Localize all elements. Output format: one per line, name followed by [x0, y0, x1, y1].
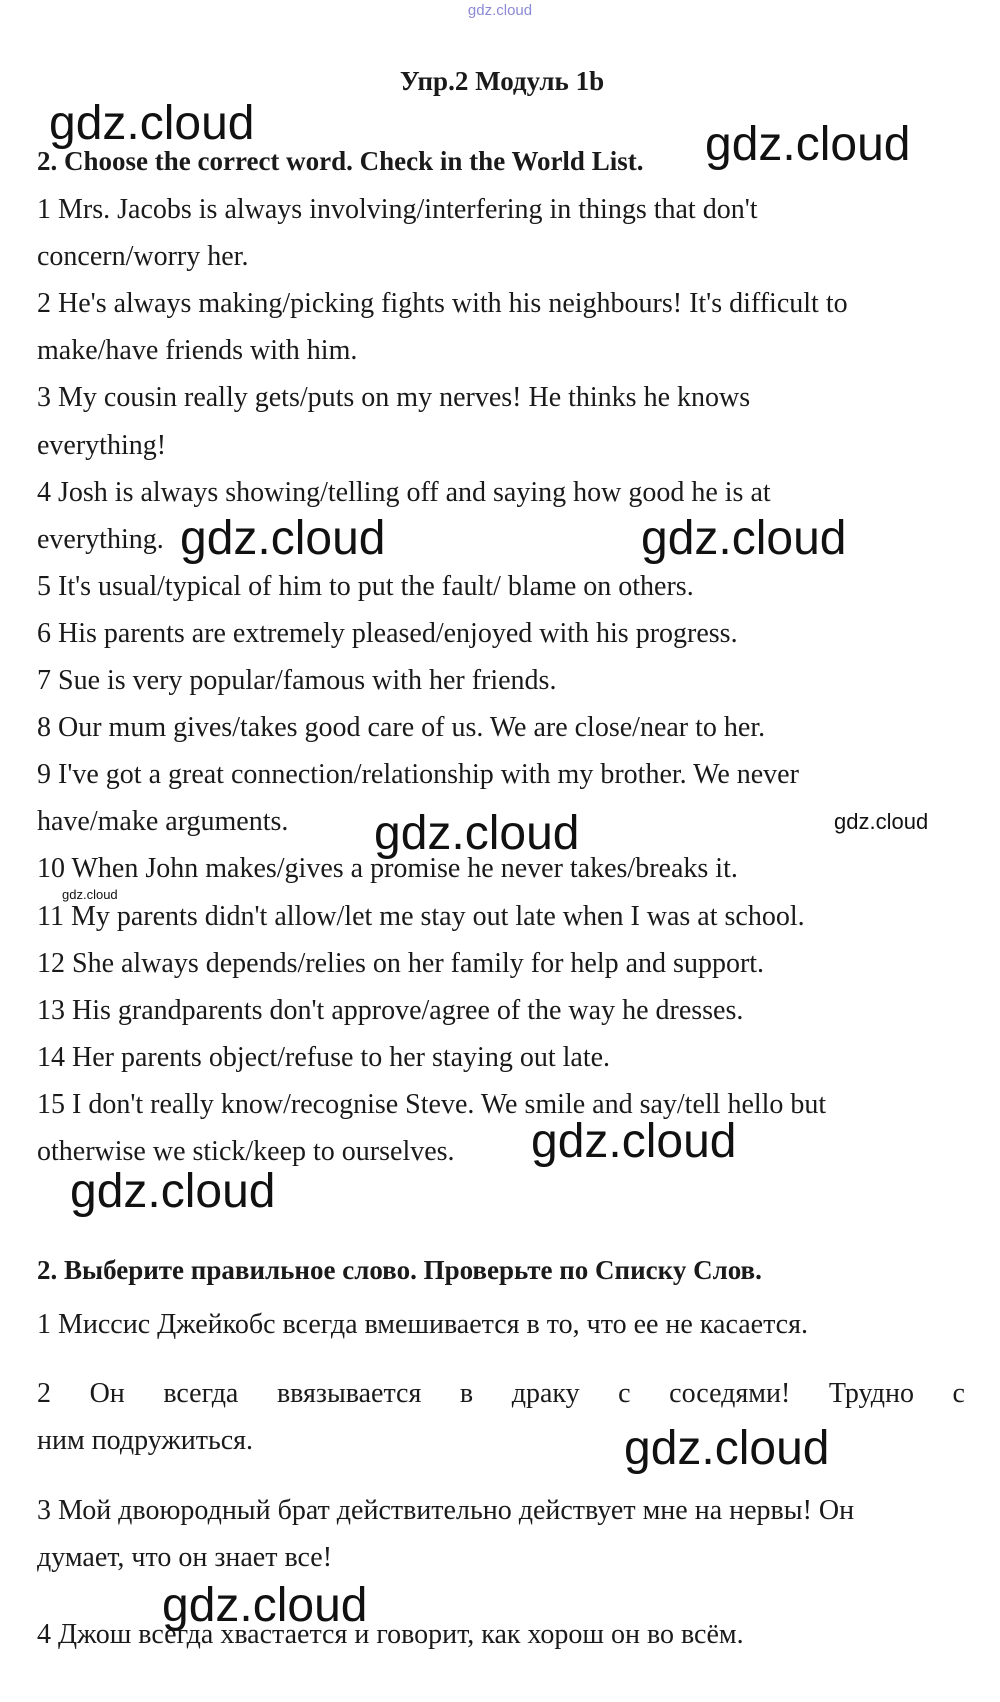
ru-word: Трудно	[828, 1378, 914, 1409]
exercise-line: have/make arguments.	[37, 806, 289, 838]
exercise-line: make/have friends with him.	[37, 335, 358, 367]
exercise-line: 2 He's always making/picking fights with his neighbours! It's difficult to	[37, 288, 848, 320]
ru-item-3-line-2: думает, что он знает все!	[37, 1542, 333, 1573]
exercise-line: 11 My parents didn't allow/let me stay out late when I was at school.	[37, 900, 805, 932]
exercise-line: otherwise we stick/keep to ourselves.	[37, 1136, 455, 1167]
exercise-heading-english: 2. Choose the correct word. Check in the World List.	[37, 146, 644, 176]
ru-item-1: 1 Миссис Джейкобс всегда вмешивается в то, что ее не касается.	[37, 1309, 808, 1340]
exercise-line: 9 I've got a great connection/relationship with my brother. We never	[37, 759, 799, 791]
exercise-line: 12 She always depends/relies on her family for help and support.	[37, 947, 765, 979]
exercise-line: 1 Mrs. Jacobs is always involving/interfering in things that don't	[37, 194, 758, 225]
exercise-line: 7 Sue is very popular/famous with her friends.	[37, 665, 557, 696]
exercise-line: 3 My cousin really gets/puts on my nerves! He thinks he knows	[37, 382, 751, 414]
watermark: gdz.cloud	[62, 887, 118, 902]
exercise-line: 14 Her parents object/refuse to her staying out late.	[37, 1041, 611, 1073]
watermark: gdz.cloud	[705, 118, 911, 171]
watermark: gdz.cloud	[70, 1165, 276, 1218]
ru-item-3-line-1: 3 Мой двоюродный брат действительно действует мне на нервы! Он	[37, 1495, 855, 1526]
ru-word: с	[952, 1378, 965, 1409]
watermark: gdz.cloud	[374, 807, 580, 860]
ru-item-2-line-2: ним подружиться.	[37, 1425, 254, 1456]
ru-word: драку	[511, 1378, 580, 1409]
ru-word: в	[459, 1378, 474, 1409]
watermark: gdz.cloud	[641, 512, 847, 565]
exercise-line: 10 When John makes/gives a promise he never takes/breaks it.	[37, 853, 738, 885]
watermark: gdz.cloud	[531, 1115, 737, 1168]
watermark: gdz.cloud	[624, 1422, 830, 1475]
top-watermark: gdz.cloud	[467, 2, 533, 19]
exercise-line: everything.	[37, 523, 164, 555]
page-title: Упр.2 Модуль 1b	[399, 66, 605, 96]
exercise-line: 4 Josh is always showing/telling off and saying how good he is at	[37, 476, 771, 508]
ru-word: Он	[89, 1378, 125, 1409]
ru-item-4: 4 Джош всегда хвастается и говорит, как хорош он во всём.	[37, 1619, 744, 1650]
watermark: gdz.cloud	[834, 809, 929, 834]
watermark: gdz.cloud	[49, 97, 255, 150]
ru-word: всегда	[163, 1378, 239, 1409]
ru-word: ввязывается	[276, 1378, 422, 1409]
watermark: gdz.cloud	[180, 512, 386, 565]
exercise-line: concern/worry her.	[37, 241, 249, 273]
exercise-line: 13 His grandparents don't approve/agree of the way he dresses.	[37, 994, 744, 1026]
exercise-line: 5 It's usual/typical of him to put the fault/ blame on others.	[37, 570, 694, 602]
exercise-line: 8 Our mum gives/takes good care of us. We are close/near to her.	[37, 712, 766, 744]
ru-item-2-line-1	[37, 1377, 965, 1411]
exercise-heading-russian: 2. Выберите правильное слово. Проверьте по Списку Слов.	[37, 1255, 762, 1285]
ru-word: соседями!	[669, 1378, 791, 1409]
exercise-line: 15 I don't really know/recognise Steve. We smile and say/tell hello but	[37, 1088, 827, 1120]
ru-word: с	[618, 1378, 631, 1409]
watermark: gdz.cloud	[162, 1579, 368, 1632]
exercise-line: everything!	[37, 429, 167, 461]
exercise-line: 6 His parents are extremely pleased/enjoyed with his progress.	[37, 617, 738, 649]
ru-word: 2	[37, 1378, 51, 1409]
